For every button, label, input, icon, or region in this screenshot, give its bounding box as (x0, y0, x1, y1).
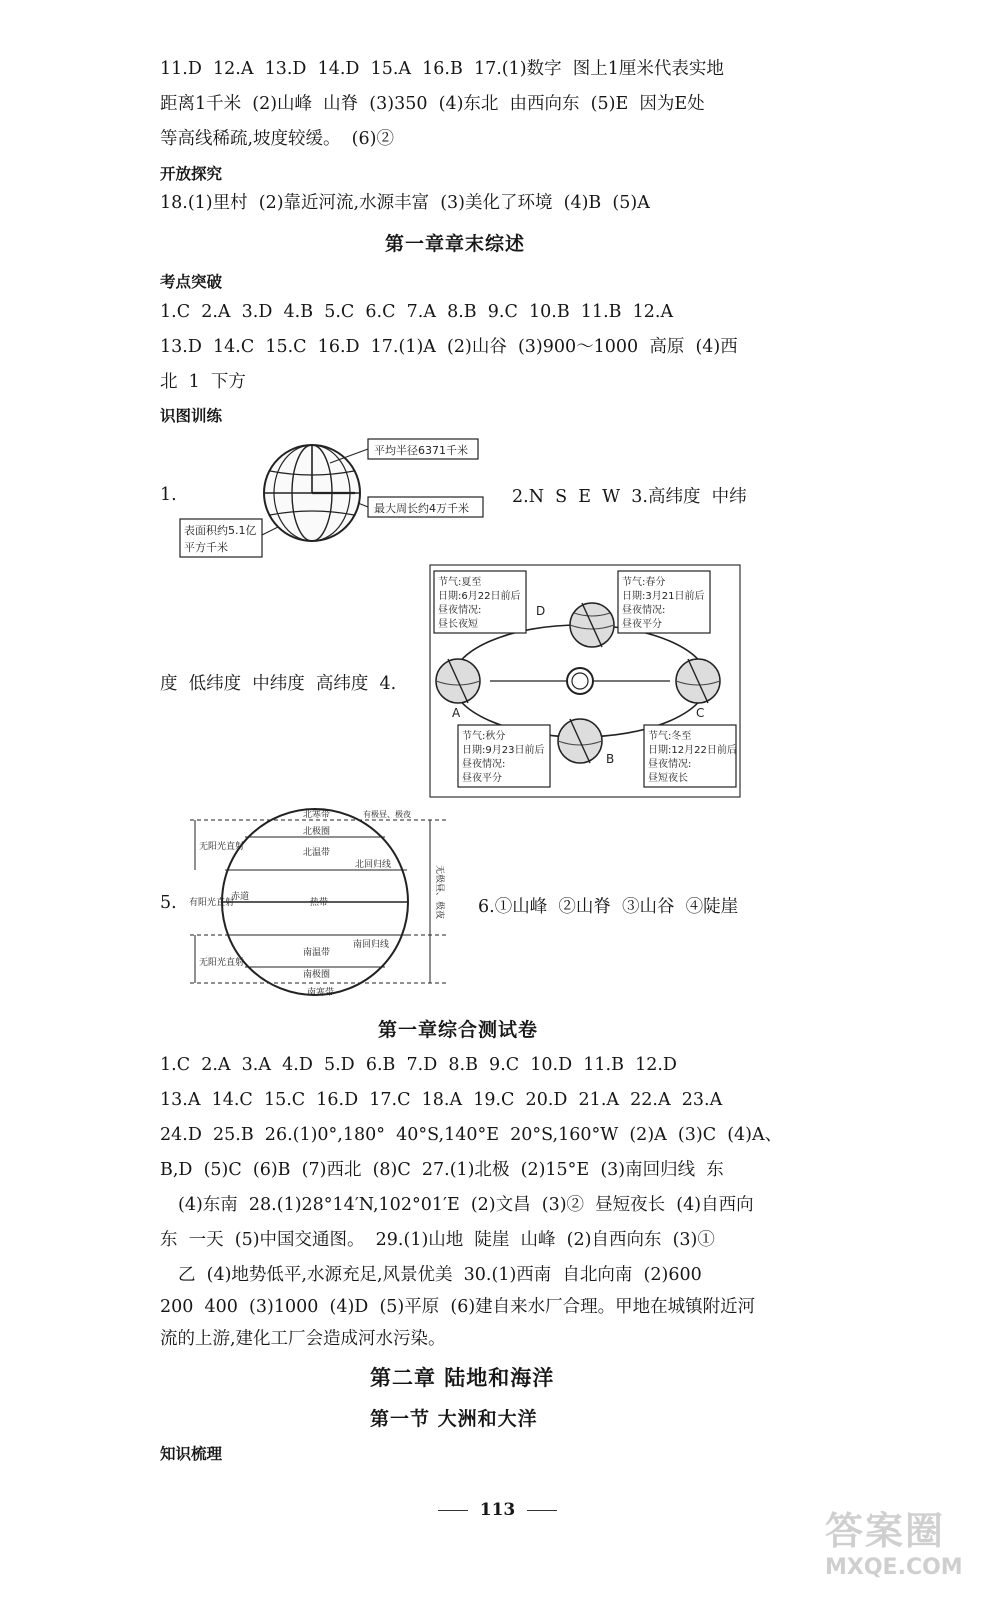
svg-text:日期:9月23日前后: 日期:9月23日前后 (462, 745, 545, 756)
zone-redai: 热带 (310, 898, 329, 908)
answer-line: 距离1千米 (2)山峰 山脊 (3)350 (4)东北 由西向东 (5)E 因为E处 (160, 94, 705, 114)
answer-line: 东 一天 (5)中国交通图。 29.(1)山地 陡崖 山峰 (2)自西向东 (3)① (160, 1230, 715, 1250)
earth-a-icon (436, 659, 480, 703)
answer-line: 13.D 14.C 15.C 16.D 17.(1)A (2)山谷 (3)900～1000 高原 (4)西 (160, 337, 738, 357)
answer-line: 24.D 25.B 26.(1)0°,180° 40°S,140°E 20°S,160°W (2)A (3)C (4)A、 (160, 1125, 783, 1145)
answer-line: 6.①山峰 ②山脊 ③山谷 ④陡崖 (478, 897, 739, 917)
svg-text:昼夜平分: 昼夜平分 (462, 773, 502, 784)
solstice-box-summer (434, 571, 526, 633)
zone-beiwen: 北温带 (303, 848, 331, 858)
zone-beihan: 北寒带 (303, 810, 331, 820)
svg-text:C: C (696, 706, 705, 720)
svg-text:节气:冬至: 节气:冬至 (648, 731, 692, 742)
section-heading-zhishi: 知识梳理 (160, 1445, 223, 1463)
review-title: 第一章章末综述 (385, 233, 526, 255)
svg-text:昼夜平分: 昼夜平分 (622, 619, 662, 630)
svg-text:昼夜情况:: 昼夜情况: (622, 605, 666, 616)
svg-text:昼长夜短: 昼长夜短 (438, 619, 478, 630)
svg-text:D: D (536, 604, 546, 618)
svg-text:日期:6月22日前后: 日期:6月22日前后 (438, 591, 521, 602)
svg-text:日期:3月21日前后: 日期:3月21日前后 (622, 591, 705, 602)
section-title: 第一节 大洲和大洋 (370, 1408, 538, 1430)
zone-right-vertical: 无极昼、极夜 (434, 865, 444, 920)
svg-text:节气:春分: 节气:春分 (622, 577, 666, 588)
svg-text:日期:12月22日前后: 日期:12月22日前后 (648, 745, 737, 756)
equinox-box-spring (618, 571, 710, 633)
answer-line: (4)东南 28.(1)28°14′N,102°01′E (2)文昌 (3)② 昼短夜长 (4)自西向 (178, 1195, 754, 1215)
globe-area-label-2: 平方千米 (184, 541, 228, 554)
svg-text:昼夜情况:: 昼夜情况: (462, 759, 506, 770)
chapter-title: 第二章 陆地和海洋 (370, 1365, 555, 1390)
line-beijiquan: 北极圈 (303, 827, 331, 837)
svg-text:节气:夏至: 节气:夏至 (438, 577, 482, 588)
answer-line: 乙 (4)地势低平,水源充足,风景优美 30.(1)西南 自北向南 (2)600 (178, 1265, 702, 1285)
section-heading-open: 开放探究 (160, 165, 223, 183)
svg-text:节气:秋分: 节气:秋分 (462, 731, 506, 742)
question-number: 1. (160, 485, 177, 505)
zone-top-note: 有极昼、极夜 (363, 810, 411, 819)
answer-line: 1.C 2.A 3.D 4.B 5.C 6.C 7.A 8.B 9.C 10.B 11.B 12.A (160, 302, 674, 322)
zone-nanwen: 南温带 (303, 948, 331, 958)
globe-area-label-1: 表面积约5.1亿 (184, 524, 257, 537)
globe-radius-label: 平均半径6371千米 (374, 444, 468, 457)
zone-label-sun: 有阳光直射 (189, 898, 235, 908)
section-heading-kaodian: 考点突破 (160, 273, 223, 291)
answer-line: 11.D 12.A 13.D 14.D 15.A 16.B 17.(1)数字 图上1厘米代表实地 (160, 59, 724, 79)
svg-text:昼夜情况:: 昼夜情况: (648, 759, 692, 770)
line-nanjiquan: 南极圈 (303, 970, 331, 980)
section-heading-shitu: 识图训练 (160, 407, 223, 425)
answer-line: 18.(1)里村 (2)靠近河流,水源丰富 (3)美化了环境 (4)B (5)A (160, 193, 650, 213)
answer-line: 等高线稀疏,坡度较缓。 (6)② (160, 129, 394, 149)
svg-text:B: B (606, 752, 615, 766)
temperature-zone-figure (185, 805, 455, 1000)
line-beihuigui: 北回归线 (355, 860, 392, 870)
equinox-box-autumn (458, 725, 550, 787)
answer-line: 200 400 (3)1000 (4)D (5)平原 (6)建自来水厂合理。甲地在城镇附近河 (160, 1297, 756, 1317)
line-chidao: 赤道 (231, 892, 250, 902)
earth-orbit-figure (430, 565, 740, 797)
watermark-logo: 答案圈 MXQE.COM (825, 1509, 963, 1580)
globe-circumference-label: 最大周长约4万千米 (374, 502, 469, 515)
answer-line: 1.C 2.A 3.A 4.D 5.D 6.B 7.D 8.B 9.C 10.D 11.B 12.D (160, 1055, 677, 1075)
globe-figure (180, 435, 500, 560)
zone-label-no-sun-top: 无阳光直射 (199, 842, 245, 852)
earth-c-icon (676, 659, 720, 703)
zone-nanhan: 南寒带 (307, 988, 335, 998)
earth-b-icon (558, 719, 602, 763)
svg-text:A: A (452, 706, 461, 720)
answer-line: 北 1 下方 (160, 372, 246, 392)
answer-line: 度 低纬度 中纬度 高纬度 4. (160, 674, 397, 694)
test-title: 第一章综合测试卷 (378, 1019, 539, 1041)
answer-line: B,D (5)C (6)B (7)西北 (8)C 27.(1)北极 (2)15°E (3)南回归线 东 (160, 1160, 724, 1180)
solstice-box-winter (644, 725, 737, 787)
question-number: 5. (160, 893, 177, 913)
answer-line: 2.N S E W 3.高纬度 中纬 (512, 487, 747, 507)
svg-text:昼夜情况:: 昼夜情况: (438, 605, 482, 616)
page-number: 113 (0, 1500, 995, 1520)
earth-d-icon (570, 603, 614, 647)
answer-line: 流的上游,建化工厂会造成河水污染。 (160, 1329, 446, 1349)
line-nanhuigui: 南回归线 (353, 940, 390, 950)
answer-line: 13.A 14.C 15.C 16.D 17.C 18.A 19.C 20.D 21.A 22.A 23.A (160, 1090, 723, 1110)
svg-text:昼短夜长: 昼短夜长 (648, 773, 688, 784)
zone-label-no-sun-bottom: 无阳光直射 (199, 958, 245, 968)
